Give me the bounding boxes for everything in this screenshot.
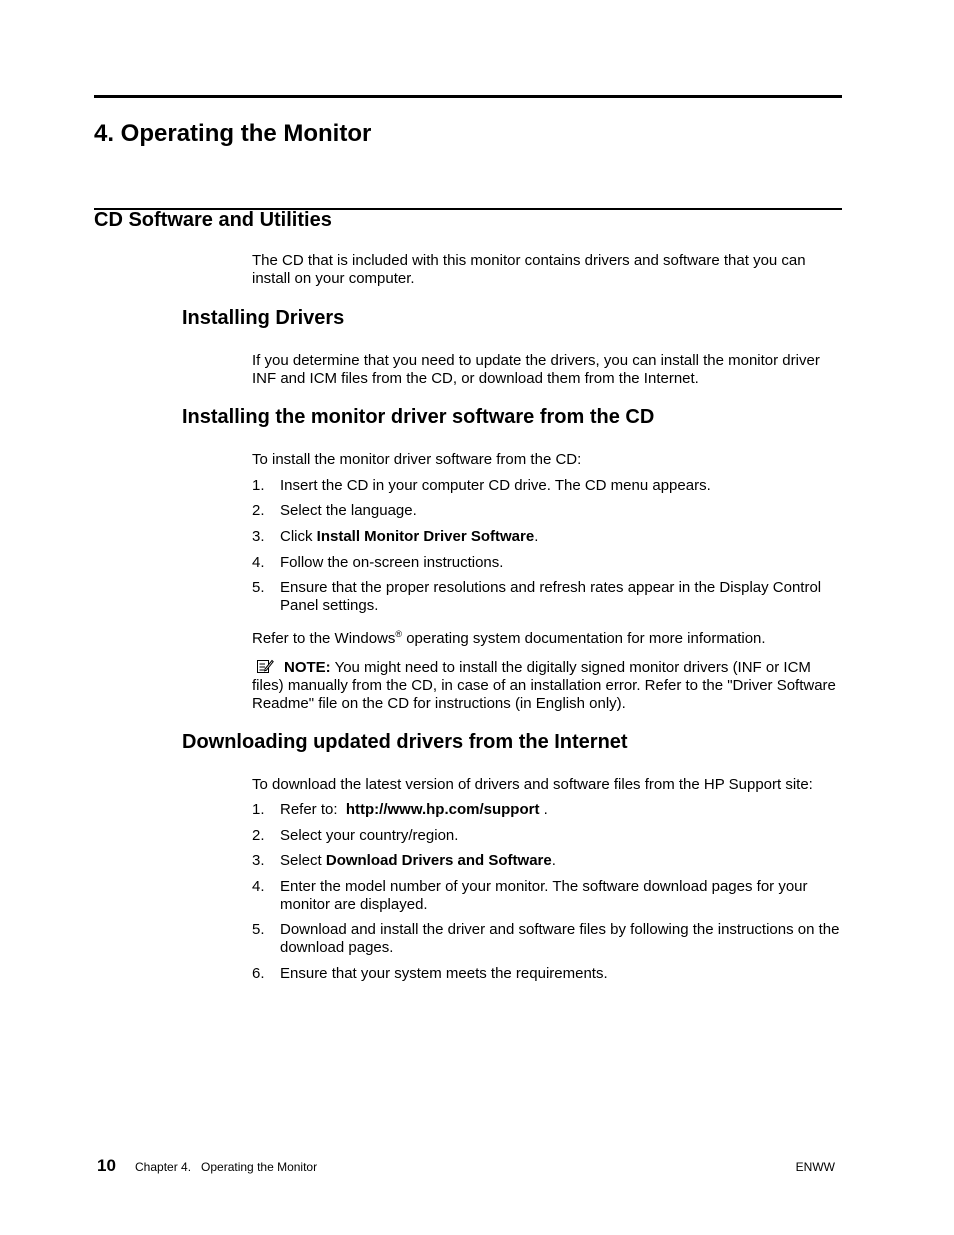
note-pad-icon (256, 658, 274, 674)
list-item: 5. Download and install the driver and software files by following the instructions on the download pages. (252, 921, 840, 956)
chapter-rule (94, 95, 842, 98)
windows-reference: Refer to the Windows® operating system documentation for more information. (252, 629, 766, 647)
list-item: 3. Click Install Monitor Driver Software. (252, 528, 539, 545)
download-drivers-label: Download Drivers and Software (325, 852, 552, 869)
from-internet-intro: To download the latest version of drivers and software files from the HP Support site: (252, 776, 813, 793)
from-cd-intro: To install the monitor driver software from the CD: (252, 451, 582, 468)
section-title: CD Software and Utilities (94, 209, 332, 231)
installing-drivers-title: Installing Drivers (182, 307, 345, 329)
list-item: 4. Follow the on-screen instructions. (252, 554, 504, 571)
footer-chapter: Chapter 4. Operating the Monitor (135, 1160, 318, 1174)
page-number: 10 (97, 1156, 116, 1175)
list-item: 2. Select the language. (252, 502, 417, 519)
list-item: 1. Insert the CD in your computer CD drive. The CD menu appears. (252, 477, 711, 494)
list-item: 5. Ensure that the proper resolutions and refresh rates appear in the Display Control Panel settings. (252, 579, 822, 614)
installing-drivers-body: If you determine that you need to update the drivers, you can install the monitor driver INF and ICM files from the CD, or download them from the Internet. (252, 352, 820, 387)
list-item: 2. Select your country/region. (252, 827, 459, 844)
footer-locale: ENWW (795, 1160, 835, 1174)
from-cd-title: Installing the monitor driver software from the CD (182, 406, 655, 428)
from-internet-title: Downloading updated drivers from the Internet (182, 731, 628, 753)
list-item: 3. Select Download Drivers and Software. (252, 852, 556, 869)
hp-support-link[interactable]: http://www.hp.com/support (345, 801, 540, 818)
chapter-title: 4. Operating the Monitor (94, 120, 372, 147)
list-item: 6. Ensure that your system meets the requirements. (252, 965, 608, 982)
install-driver-software-label: Install Monitor Driver Software (316, 528, 535, 545)
section-intro: The CD that is included with this monitor contains drivers and software that you can install on your computer. (252, 252, 806, 287)
list-item: 4. Enter the model number of your monitor. The software download pages for your monitor are displayed. (252, 878, 808, 913)
note-paragraph: NOTE: You might need to install the digitally signed monitor drivers (INF or ICM files) manually from the CD, in case of an installation error. Refer to the "Driver Software Readme" file on the CD for instructions (in English only). (252, 659, 836, 712)
list-item: 1. Refer to: http://www.hp.com/support . (252, 801, 548, 818)
